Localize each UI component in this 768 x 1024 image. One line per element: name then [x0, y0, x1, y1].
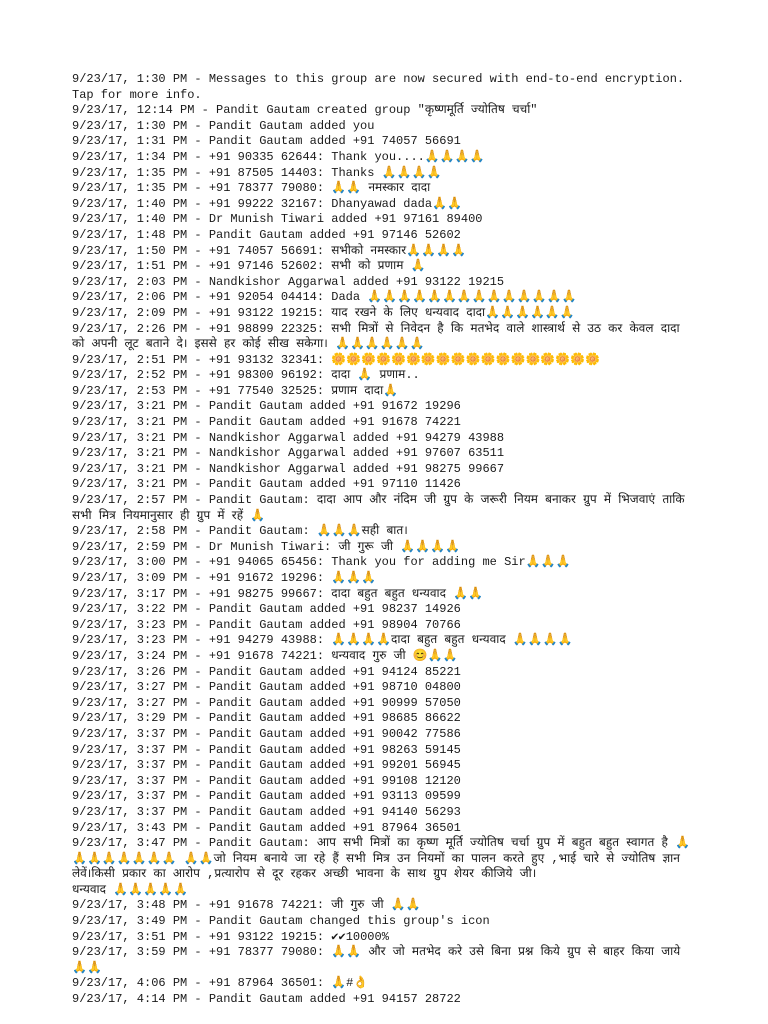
- chat-log-line: 9/23/17, 3:43 PM - Pandit Gautam added +91 87964 36501: [72, 820, 461, 835]
- chat-log-line: 9/23/17, 3:17 PM - +91 98275 99667: दादा बहुत बहुत धन्यवाद 🙏🙏: [72, 586, 484, 601]
- chat-log-line: 9/23/17, 2:59 PM - Dr Munish Tiwari: जी गुरू जी 🙏🙏🙏🙏: [72, 539, 460, 554]
- chat-log-line: 9/23/17, 3:24 PM - +91 91678 74221: धन्यवाद गुरु जी 😊🙏🙏: [72, 648, 458, 663]
- chat-log-line: 9/23/17, 3:21 PM - Nandkishor Aggarwal added +91 97607 63511: [72, 446, 505, 461]
- chat-log-line: 9/23/17, 1:50 PM - +91 74057 56691: सभीको नमस्कार🙏🙏🙏🙏: [72, 243, 466, 258]
- chat-log-line: 9/23/17, 3:49 PM - Pandit Gautam changed this group's icon: [72, 914, 490, 929]
- chat-log-line: 9/23/17, 3:37 PM - Pandit Gautam added +91 93113 09599: [72, 789, 461, 804]
- chat-log-line: 9/23/17, 3:21 PM - Nandkishor Aggarwal added +91 98275 99667: [72, 461, 505, 476]
- chat-log-line: 9/23/17, 3:37 PM - Pandit Gautam added +91 99201 56945: [72, 758, 461, 773]
- chat-export-document: [72, 72, 692, 1008]
- chat-log-line: 9/23/17, 3:37 PM - Pandit Gautam added +91 90042 77586: [72, 726, 461, 741]
- chat-log-line: 9/23/17, 3:47 PM - Pandit Gautam: आप सभी मित्रों का कृष्ण मूर्ति ज्योतिष चर्चा ग्रुप में बहुत बहुत स्वागत है 🙏🙏🙏🙏🙏🙏🙏🙏 🙏🙏जो नियम बनाये जा रहे हैं सभी मित्र उन नियमों का पालन करते हुए ,भाई चारे से ज्योतिष ज्ञान लेवें।किसी प्रकार का आरोप ,प्रत्यारोप से दूर रहकर अच्छी भावना के साथ ग्रुप शेयर कीजिये जी।: [72, 836, 691, 882]
- chat-log-line: 9/23/17, 3:09 PM - +91 91672 19296: 🙏🙏🙏: [72, 571, 377, 585]
- chat-log-line: 9/23/17, 1:40 PM - Dr Munish Tiwari added +91 97161 89400: [72, 212, 483, 227]
- chat-log-line: 9/23/17, 4:06 PM - +91 87964 36501: 🙏#👌: [72, 976, 369, 991]
- chat-log-line: 9/23/17, 2:53 PM - +91 77540 32525: प्रणाम दादा🙏: [72, 383, 399, 398]
- chat-log-line: 9/23/17, 3:51 PM - +91 93122 19215: ✔✔10000%: [72, 929, 389, 944]
- chat-log-line: 9/23/17, 3:27 PM - Pandit Gautam added +91 90999 57050: [72, 695, 461, 710]
- chat-log-line: 9/23/17, 3:23 PM - Pandit Gautam added +91 98904 70766: [72, 617, 461, 632]
- chat-log-line: 9/23/17, 2:26 PM - +91 98899 22325: सभी मित्रों से निवेदन है कि मतभेद वाले शास्त्रार्थ से उठ कर केवल दादा को अपनी लूट बताने दे। इससे हर कोई सीख सकेगा। 🙏🙏🙏🙏🙏🙏: [72, 321, 687, 352]
- chat-log-line: 9/23/17, 4:14 PM - Pandit Gautam added +91 94157 28722: [72, 992, 461, 1007]
- chat-log-line: 9/23/17, 1:34 PM - +91 90335 62644: Thank you....🙏🙏🙏🙏: [72, 149, 485, 164]
- chat-log-line: 9/23/17, 3:21 PM - Pandit Gautam added +91 91672 19296: [72, 399, 461, 414]
- chat-log-line: 9/23/17, 1:40 PM - +91 99222 32167: Dhanyawad dada🙏🙏: [72, 196, 462, 211]
- chat-log-line: 9/23/17, 3:29 PM - Pandit Gautam added +91 98685 86622: [72, 711, 461, 726]
- chat-log-line: 9/23/17, 1:35 PM - +91 78377 79080: 🙏🙏 नमस्कार दादा: [72, 181, 431, 196]
- chat-log-line: 9/23/17, 3:37 PM - Pandit Gautam added +91 99108 12120: [72, 773, 461, 788]
- chat-log-line: 9/23/17, 2:52 PM - +91 98300 96192: दादा 🙏 प्रणाम..: [72, 368, 420, 383]
- chat-log-line: 9/23/17, 2:06 PM - +91 92054 04414: Dada 🙏🙏🙏🙏🙏🙏🙏🙏🙏🙏🙏🙏🙏🙏: [72, 290, 577, 305]
- chat-log-line: धन्यवाद 🙏🙏🙏🙏🙏: [72, 882, 188, 897]
- chat-log-line: 9/23/17, 2:57 PM - Pandit Gautam: दादा आप और नंदिम जी ग्रुप के जरूरी नियम बनाकर ग्रुप में भिजवाएं ताकि सभी मित्र नियमानुसार ही ग्रुप में रहें 🙏: [72, 493, 692, 523]
- chat-log-line: 9/23/17, 1:48 PM - Pandit Gautam added +91 97146 52602: [72, 227, 461, 242]
- chat-log-line: 9/23/17, 1:31 PM - Pandit Gautam added +91 74057 56691: [72, 134, 461, 149]
- chat-log-line: 9/23/17, 1:51 PM - +91 97146 52602: सभी को प्रणाम 🙏: [72, 259, 426, 274]
- chat-log-line: 9/23/17, 12:14 PM - Pandit Gautam created group "कृष्णमूर्ति ज्योतिष चर्चा": [72, 103, 538, 118]
- chat-log-line: 9/23/17, 3:37 PM - Pandit Gautam added +91 94140 56293: [72, 804, 461, 819]
- chat-log-line: 9/23/17, 3:37 PM - Pandit Gautam added +91 98263 59145: [72, 742, 461, 757]
- chat-log-line: 9/23/17, 2:58 PM - Pandit Gautam: 🙏🙏🙏सही बात।: [72, 524, 408, 539]
- chat-log-line: 9/23/17, 3:27 PM - Pandit Gautam added +91 98710 04800: [72, 680, 461, 695]
- chat-log-line: 9/23/17, 3:59 PM - +91 78377 79080: 🙏🙏 और जो मतभेद करे उसे बिना प्रश्न किये ग्रुप से बाहर किया जाये 🙏🙏: [72, 945, 688, 975]
- chat-log-line: 9/23/17, 3:00 PM - +91 94065 65456: Thank you for adding me Sir🙏🙏🙏: [72, 555, 571, 570]
- chat-log-line: 9/23/17, 2:03 PM - Nandkishor Aggarwal added +91 93122 19215: [72, 274, 505, 289]
- chat-log-line: 9/23/17, 1:30 PM - Pandit Gautam added you: [72, 118, 375, 133]
- chat-log-line: 9/23/17, 3:21 PM - Pandit Gautam added +91 91678 74221: [72, 415, 461, 430]
- chat-log-line: 9/23/17, 3:21 PM - Nandkishor Aggarwal added +91 94279 43988: [72, 430, 505, 445]
- chat-log-line: 9/23/17, 3:26 PM - Pandit Gautam added +91 94124 85221: [72, 664, 461, 679]
- chat-log-line: 9/23/17, 3:21 PM - Pandit Gautam added +91 97110 11426: [72, 477, 461, 492]
- chat-log-line: 9/23/17, 3:48 PM - +91 91678 74221: जी गुरु जी 🙏🙏: [72, 898, 421, 913]
- chat-log-line: 9/23/17, 3:23 PM - +91 94279 43988: 🙏🙏🙏🙏दादा बहुत बहुत धन्यवाद 🙏🙏🙏🙏: [72, 633, 573, 648]
- chat-log-line: 9/23/17, 3:22 PM - Pandit Gautam added +91 98237 14926: [72, 602, 461, 617]
- chat-log-line: 9/23/17, 2:09 PM - +91 93122 19215: याद रखने के लिए धन्यवाद दादा🙏🙏🙏🙏🙏🙏: [72, 305, 575, 320]
- chat-log-line: 9/23/17, 1:35 PM - +91 87505 14403: Thanks 🙏🙏🙏🙏: [72, 165, 442, 180]
- chat-log-line: 9/23/17, 2:51 PM - +91 93132 32341: 🌼🌼🌼🌼🌼🌼🌼🌼🌼🌼🌼🌼🌼🌼🌼🌼🌼🌼: [72, 352, 601, 367]
- chat-log-line: 9/23/17, 1:30 PM - Messages to this group are now secured with end-to-end encryption. Tap for more info.: [72, 72, 692, 102]
